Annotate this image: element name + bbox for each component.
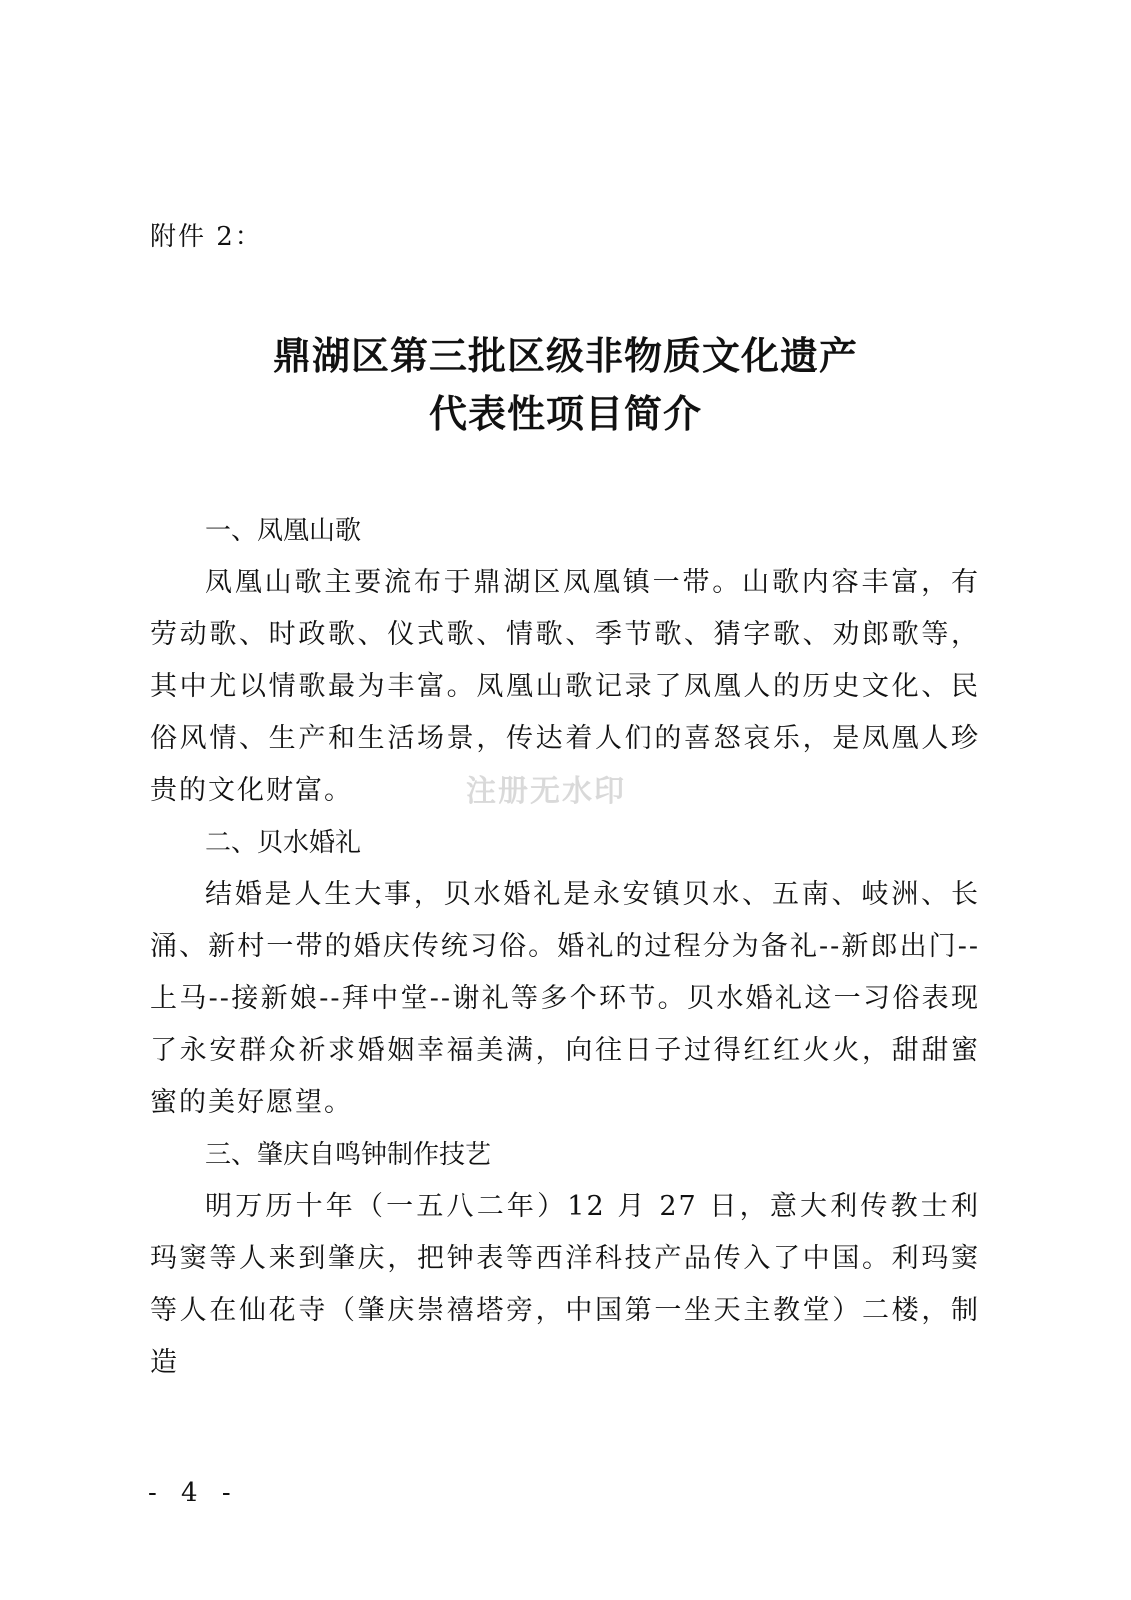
attachment-label: 附件 2： — [150, 222, 263, 252]
section-paragraph: 凤凰山歌主要流布于鼎湖区凤凰镇一带。山歌内容丰富，有劳动歌、时政歌、仪式歌、情歌、季节歌、猜字歌、劝郎歌等，其中尤以情歌最为丰富。凤凰山歌记录了凤凰人的历史文化、民俗风情、生产和生活场景，传达着人们的喜怒哀乐，是凤凰人珍贵的文化财富。 — [150, 567, 980, 806]
section-zhaoqing-clock-making — [150, 1129, 980, 1389]
watermark-text: 注册无水印 — [466, 774, 626, 809]
section-heading: 一、凤凰山歌 — [205, 516, 362, 546]
section-heading: 二、贝水婚礼 — [205, 828, 362, 858]
document-title-line-2: 代表性项目简介 — [428, 391, 702, 436]
document-body — [150, 505, 980, 1389]
section-beishui-wedding — [150, 817, 980, 1129]
section-paragraph: 结婚是人生大事，贝水婚礼是永安镇贝水、五南、岐洲、长涌、新村一带的婚庆传统习俗。婚礼的过程分为备礼--新郎出门--上马--接新娘--拜中堂--谢礼等多个环节。贝水婚礼这一习俗表现了永安群众祈求婚姻幸福美满，向往日子过得红红火火，甜甜蜜蜜的美好愿望。 — [150, 879, 980, 1118]
page-number: - 4 - — [148, 1478, 239, 1508]
section-paragraph: 明万历十年（一五八二年）12 月 27 日，意大利传教士利玛窦等人来到肇庆，把钟表等西洋科技产品传入了中国。利玛窦等人在仙花寺（肇庆崇禧塔旁，中国第一坐天主教堂）二楼，制造 — [150, 1191, 980, 1378]
section-heading: 三、肇庆自鸣钟制作技艺 — [205, 1140, 492, 1170]
document-title-line-1: 鼎湖区第三批区级非物质文化遗产 — [272, 333, 858, 378]
